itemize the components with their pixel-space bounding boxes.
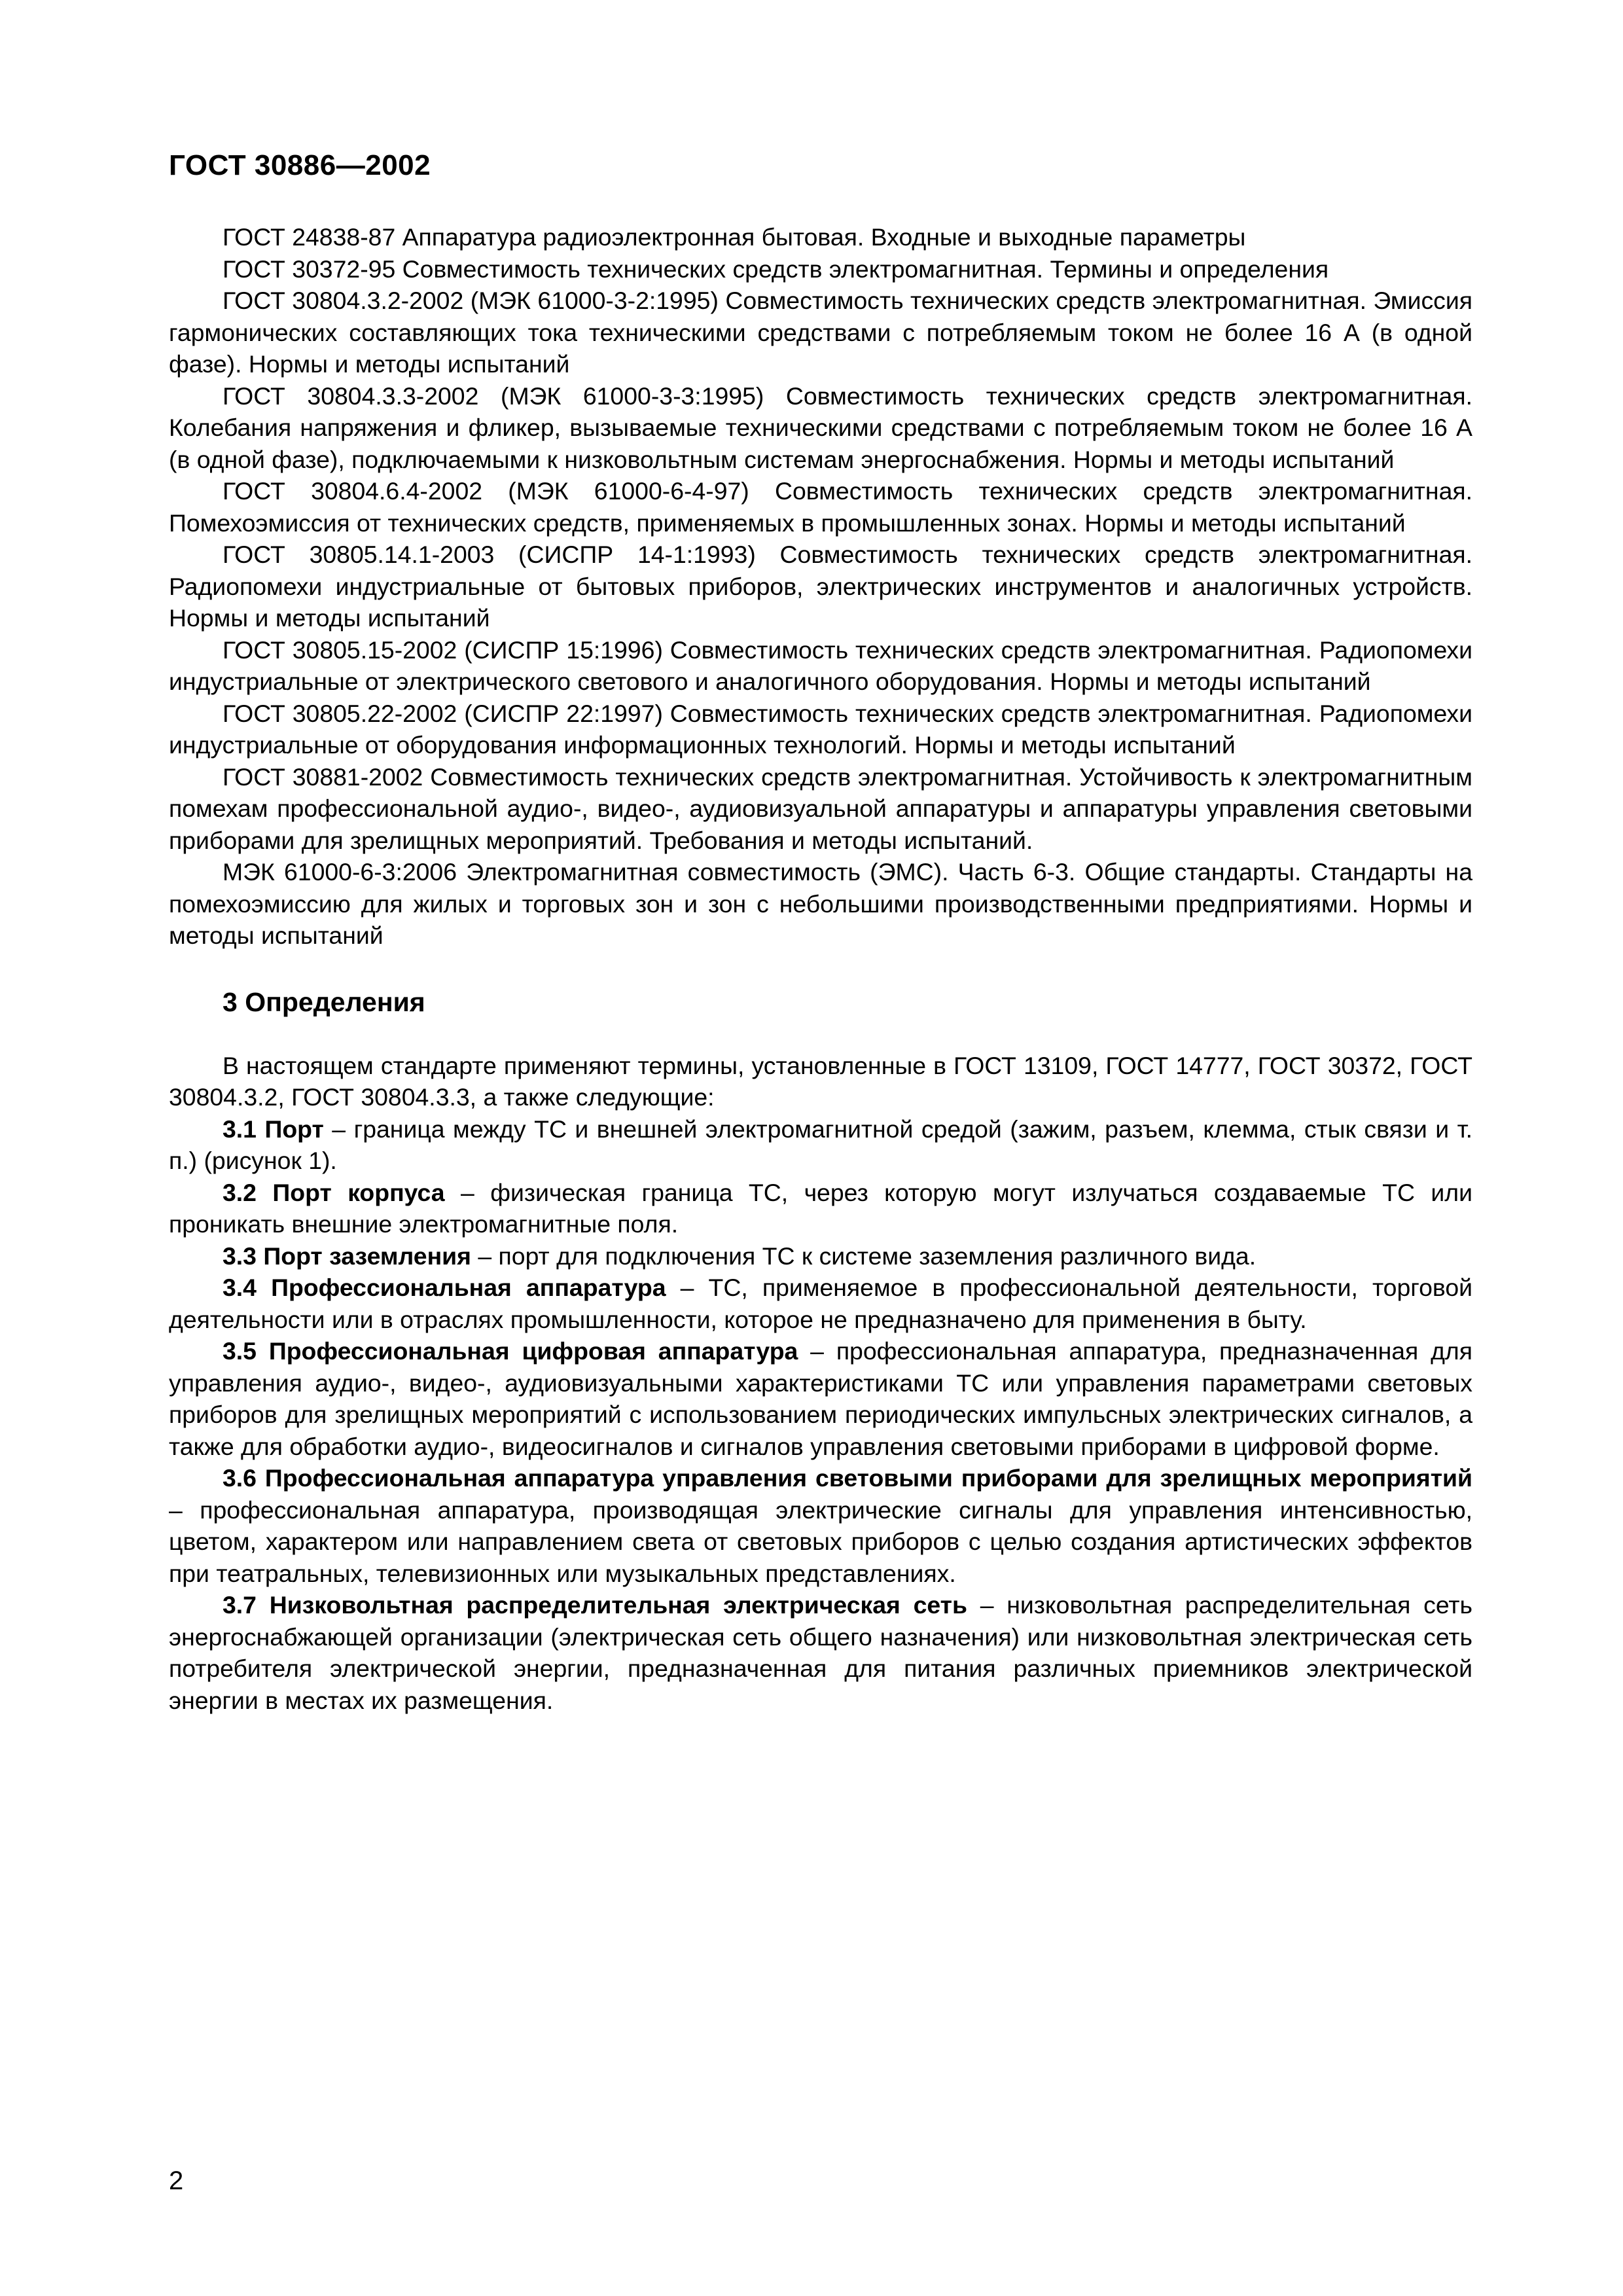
reference-item: ГОСТ 30805.15-2002 (СИСПР 15:1996) Совместимость технических средств электромагнитная. Радиопомехи индустриальные от электрического светового и аналогичного оборудования. Нормы и методы испытаний [169, 636, 1472, 695]
definitions-intro: В настоящем стандарте применяют термины, установленные в ГОСТ 13109, ГОСТ 14777, ГОСТ 30372, ГОСТ 30804.3.2, ГОСТ 30804.3.3, а также следующие: [169, 1051, 1472, 1111]
definition-term: 3.3 Порт заземления [223, 1242, 471, 1270]
definition-term: 3.4 Профессиональная аппаратура [223, 1274, 666, 1301]
section-heading-definitions: 3 Определения [223, 986, 425, 1017]
definition-term: 3.2 Порт корпуса [223, 1178, 445, 1206]
definition-term: 3.5 Профессиональная цифровая аппаратура [223, 1337, 798, 1365]
definition-item [169, 1335, 1472, 1462]
definition-item [169, 1240, 1472, 1272]
reference-item: МЭК 61000-6-3:2006 Электромагнитная совместимость (ЭМС). Часть 6-3. Общие стандарты. Стандарты на помехоэмиссию для жилых и торговых зон и зон с небольшими производственными предприятиями. Нормы и методы испытаний [169, 858, 1472, 949]
reference-item: ГОСТ 24838-87 Аппаратура радиоэлектронная бытовая. Входные и выходные параметры [223, 223, 1246, 251]
definition-item [169, 1113, 1472, 1177]
reference-item: ГОСТ 30804.6.4-2002 (МЭК 61000-6-4-97) Совместимость технических средств электромагнитная. Помехоэмиссия от технических средств, применяемых в промышленных зонах. Нормы и методы испытаний [169, 477, 1472, 537]
definition-text: – физическая граница ТС, через которую могут излучаться создаваемые ТС или проникать внешние электромагнитные поля. [169, 1178, 1472, 1238]
normative-references-list [169, 221, 1472, 952]
definition-term: 3.6 Профессиональная аппаратура управления световыми приборами для зрелищных мероприятий [223, 1464, 1472, 1492]
definition-term: 3.1 Порт [223, 1115, 324, 1143]
definitions-list [169, 1050, 1472, 1717]
definition-text: – ТС, применяемое в профессиональной деятельности, торговой деятельности или в отраслях промышленности, которое не предназначено для применения в быту. [169, 1274, 1473, 1333]
definition-text: – граница между ТС и внешней электромагнитной средой (зажим, разъем, клемма, стык связи и т. п.) (рисунок 1). [169, 1115, 1472, 1174]
definition-text: – профессиональная аппаратура, производящая электрические сигналы для управления интенсивностью, цветом, характером или направлением света от световых приборов с целью создания артистических эффектов при театральных, телевизионных или музыкальных представлениях. [169, 1496, 1472, 1587]
definition-item [169, 1589, 1472, 1716]
definition-text: – порт для подключения ТС к системе заземления различного вида. [471, 1242, 1257, 1270]
page-number: 2 [169, 2166, 184, 2195]
reference-item: ГОСТ 30805.14.1-2003 (СИСПР 14-1:1993) Совместимость технических средств электромагнитная. Радиопомехи индустриальные от бытовых приборов, электрических инструментов и аналогичных устройств. Нормы и методы испытаний [169, 541, 1472, 632]
reference-item: ГОСТ 30804.3.3-2002 (МЭК 61000-3-3:1995) Совместимость технических средств электромагнитная. Колебания напряжения и фликер, вызываемые техническими средствами с потребляемым током не более 16 А (в одной фазе), подключаемыми к низковольтным системам энергоснабжения. Нормы и методы испытаний [169, 382, 1472, 473]
reference-item: ГОСТ 30881-2002 Совместимость технических средств электромагнитная. Устойчивость к электромагнитным помехам профессиональной аудио-, видео-, аудиовизуальной аппаратуры и аппаратуры управления световыми приборами для зрелищных мероприятий. Требования и методы испытаний. [169, 762, 1472, 854]
document-code-header: ГОСТ 30886—2002 [169, 149, 431, 181]
definition-text: – профессиональная аппаратура, предназначенная для управления аудио-, видео-, аудиовизуальными характеристиками ТС или управления параметрами световых приборов для зрелищных мероприятий с использованием периодических импульсных электрических сигналов, а также для обработки аудио-, видеосигналов и сигналов управления световыми приборами в цифровой форме. [169, 1337, 1472, 1460]
definition-term: 3.7 Низковольтная распределительная электрическая сеть [223, 1591, 967, 1619]
definition-item [169, 1272, 1472, 1335]
page-content [169, 221, 1472, 1716]
definition-text: – низковольтная распределительная сеть энергоснабжающей организации (электрическая сеть общего назначения) или низковольтная электрическая сеть потребителя электрической энергии, предназначенная для питания различных приемников электрической энергии в местах их размещения. [169, 1591, 1472, 1714]
reference-item: ГОСТ 30804.3.2-2002 (МЭК 61000-3-2:1995) Совместимость технических средств электромагнитная. Эмиссия гармонических составляющих тока техническими средствами с потребляемым током не более 16 А (в одной фазе). Нормы и методы испытаний [169, 287, 1472, 378]
definition-item [169, 1177, 1472, 1240]
reference-item: ГОСТ 30372-95 Совместимость технических средств электромагнитная. Термины и определения [223, 255, 1329, 283]
reference-item: ГОСТ 30805.22-2002 (СИСПР 22:1997) Совместимость технических средств электромагнитная. Радиопомехи индустриальные от оборудования информационных технологий. Нормы и методы испытаний [169, 699, 1472, 759]
definition-item [169, 1462, 1472, 1589]
